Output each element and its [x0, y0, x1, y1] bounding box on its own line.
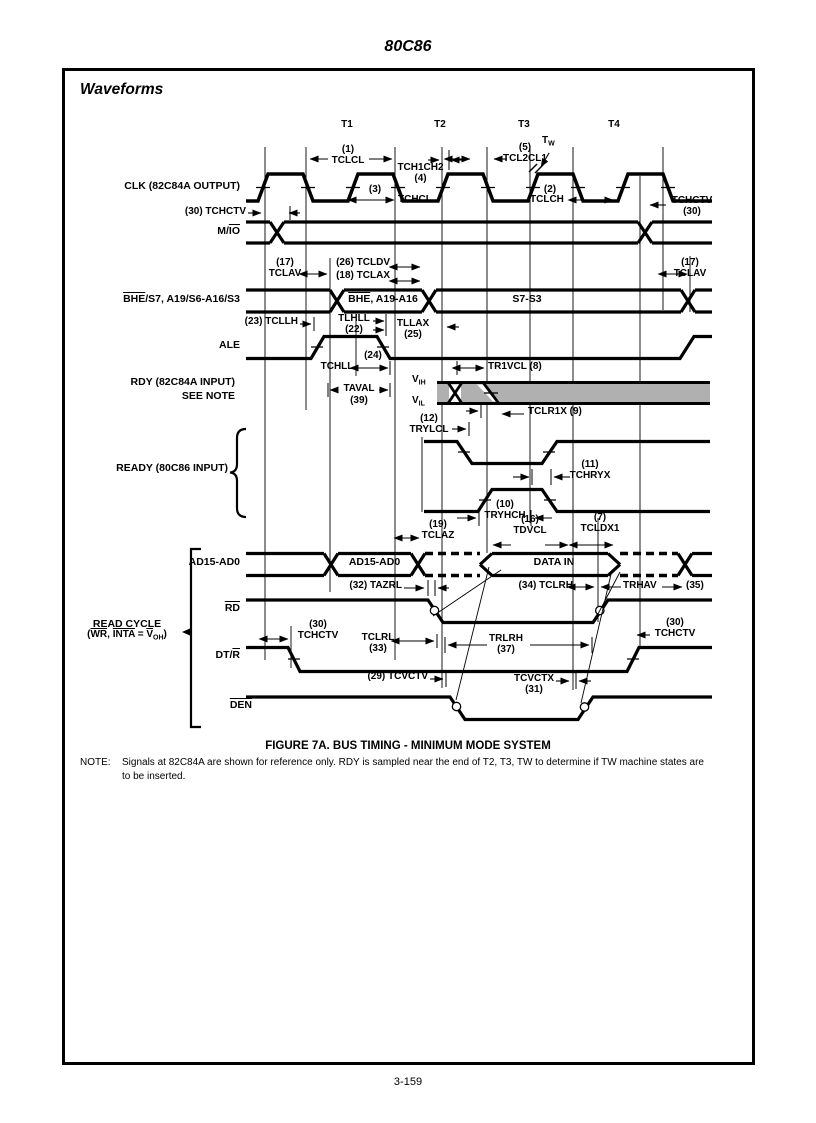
- timing-tcldv: (26) TCLDV: [336, 257, 390, 268]
- timing-tlhll: TLHLL (22): [338, 313, 370, 335]
- timing-tchcl-num: (3): [368, 184, 382, 195]
- read-cycle-bracket: [191, 549, 201, 727]
- signal-label-clk: CLK (82C84A OUTPUT): [124, 180, 240, 192]
- figure-caption: FIGURE 7A. BUS TIMING - MINIMUM MODE SYSTEM: [265, 740, 551, 752]
- timing-tcl2cl1: (5) TCL2CL1: [503, 142, 547, 164]
- ad-bus-solid: [246, 554, 712, 576]
- dtr-waveform: [246, 648, 712, 672]
- addr-status-waveform: [246, 290, 712, 312]
- den-rise-node: [580, 703, 588, 711]
- t-state-t3: T3: [518, 119, 530, 130]
- timing-arrows: [248, 153, 687, 681]
- timing-tchctv-clk-left: (30) TCHCTV: [184, 206, 246, 217]
- signal-label-mio: $M/\overline{IO}$: [217, 225, 240, 237]
- timing-tclr1x: TCLR1X (9): [528, 406, 582, 417]
- timing-tcvctx: TCVCTX (31): [514, 673, 554, 695]
- timing-tclaz: (19) TCLAZ: [421, 519, 455, 541]
- timing-tchcl-name: TCHCL: [398, 194, 432, 205]
- timing-trlrh: TRLRH (37): [489, 633, 523, 655]
- signal-label-ad: AD15-AD0: [188, 556, 240, 568]
- signal-label-rdy-2: SEE NOTE: [181, 390, 235, 402]
- timing-tdvcl: (16) TDVCL: [513, 514, 547, 536]
- signal-label-ready: READY (80C86 INPUT): [116, 462, 228, 474]
- bus-value-addr: $\overline{BHE}$, A19-A16: [348, 293, 418, 305]
- bus-value-status: S7-S3: [512, 293, 542, 305]
- timing-tclch-name: TCLCH: [530, 194, 564, 205]
- ready-brace: [230, 429, 246, 517]
- timing-taval-name: TAVAL: [343, 383, 375, 394]
- timing-tchll-num: (24): [364, 350, 382, 361]
- t-state-tw: $T_W$: [542, 135, 555, 148]
- clk-waveform: [246, 174, 712, 201]
- timing-tch1ch2: TCH1CH2 (4): [397, 162, 444, 184]
- timing-tclax: (18) TCLAX: [336, 270, 390, 281]
- timing-tclrl: TCLRL (33): [361, 632, 395, 654]
- timing-tcvctv: (29) TCVCTV: [367, 671, 428, 682]
- level-vil: $V_{IL}$: [412, 395, 425, 408]
- signal-label-rdy-1: RDY (82C84A INPUT): [130, 376, 235, 388]
- t-state-t4: T4: [608, 119, 620, 130]
- den-waveform: [246, 697, 712, 720]
- timing-tryhch: (10) TRYHCH: [484, 499, 526, 521]
- page-title: 80C86: [384, 38, 432, 55]
- timing-tchctv-clk-right: TCHCTV (30): [671, 195, 713, 217]
- timing-tclav-left: (17) TCLAV: [268, 257, 302, 279]
- bus-value-ad: AD15-AD0: [348, 556, 401, 568]
- signal-label-rd: $\overline{RD}$: [224, 602, 240, 614]
- signal-label-bhe: $\overline{BHE}/S7$, A19/S6-A16/S3: [123, 293, 240, 305]
- t-state-t1: T1: [341, 119, 353, 130]
- timing-tclrh: (34) TCLRH: [518, 580, 573, 591]
- timing-tchctv-rc-right: (30) TCHCTV: [654, 617, 696, 639]
- ready-edge-ticks: [458, 452, 556, 500]
- page-number: 3-159: [393, 1076, 423, 1088]
- timing-trylcl: (12) TRYLCL: [409, 413, 449, 435]
- note-line-1: Signals at 82C84A are shown for reference only. RDY is sampled near the end of T2, T3, TW to determine if TW machine states are: [122, 757, 704, 768]
- timing-trhav-num: (35): [686, 580, 704, 591]
- timing-trhav-name: TRHAV: [623, 580, 657, 591]
- timing-taval-num: (39): [350, 395, 368, 406]
- timing-tclcl: (1) TCLCL: [331, 144, 365, 166]
- timing-tclav-right: (17) TCLAV: [673, 257, 707, 279]
- read-cycle-bracket-arrow: [182, 628, 191, 636]
- level-vih: $V_{IH}$: [412, 374, 426, 387]
- timing-tcllh: (23) TCLLH: [244, 316, 298, 327]
- timing-tazrl: (32) TAZRL: [349, 580, 402, 591]
- rdy-shaded-band: [437, 383, 710, 403]
- mio-waveform: [246, 222, 712, 243]
- bus-value-data-in: DATA IN: [533, 556, 575, 568]
- t-state-t2: T2: [434, 119, 446, 130]
- timing-tchryx: (11) TCHRYX: [569, 459, 611, 481]
- note-line-2: to be inserted.: [122, 771, 186, 782]
- timing-tcldx1: (7) TCLDX1: [580, 512, 620, 534]
- den-fall-node: [452, 702, 460, 710]
- signal-label-den: $\overline{DEN}$: [229, 699, 252, 711]
- timing-tllax: TLLAX (25): [396, 318, 430, 340]
- timing-tclch-num: (2): [543, 184, 557, 195]
- timing-tr1vcl: TR1VCL (8): [488, 361, 542, 372]
- reference-lines: [265, 144, 690, 690]
- signal-label-dtr: $DT/\overline{R}$: [215, 649, 240, 661]
- signal-label-ale: ALE: [219, 339, 240, 351]
- waveforms-heading: Waveforms: [80, 81, 164, 98]
- timing-tchctv-rc-left: (30) TCHCTV: [297, 619, 339, 641]
- ready-lower-waveform: [424, 490, 710, 512]
- signal-label-read-cycle: READ CYCLE ($\overline{WR}$, INTA = $\overline{V}_{OH}$): [87, 618, 167, 641]
- note-label: NOTE:: [80, 757, 111, 768]
- timing-tchll-name: TCHLL: [320, 361, 354, 372]
